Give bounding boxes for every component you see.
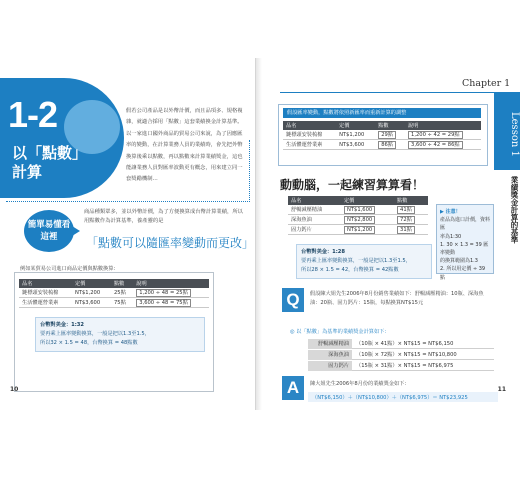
calculation-row: [308, 360, 494, 371]
table-cell: [133, 298, 209, 308]
table-cell: 生活體運營業素: [19, 298, 72, 308]
price-box: NT$1,600: [344, 206, 375, 214]
page-number: 11: [497, 386, 506, 393]
example-intro: 例如某貿易公司進口商品定價與點數換算：: [20, 266, 119, 272]
table-cell: [341, 225, 394, 235]
table-cell: [375, 130, 405, 140]
table-header: 說明: [133, 279, 209, 288]
calculation-intro: ◎ 以「點數」為基準的業績獎金計算如下：: [290, 329, 390, 335]
table-cell: [394, 215, 428, 225]
question-text: 假設陳大姐先生2006年8月份銷售業績如下：舒暢減壓精油：10瓶、深海魚油：20瓶、固力鈣片：15瓶，每點換算NT$15元: [310, 291, 484, 306]
calculation-item: 深海魚油: [308, 350, 352, 360]
table-header: 說明: [405, 121, 481, 130]
key-quote: 「點數可以隨匯率變動而更改」: [86, 236, 255, 250]
table-cell: NT$3,600: [336, 140, 375, 150]
practice-table: [288, 196, 428, 235]
example-card: [14, 272, 214, 392]
table-cell: 鏈標頭安裝梳棉: [283, 130, 336, 140]
note-line: 所以32 × 1.5 = 48，台幣換算 = 48點數: [40, 340, 138, 346]
table-cell: 固力鈣片: [288, 225, 341, 235]
table-cell: 25點: [111, 288, 133, 298]
table-cell: 鏈標頭安裝梳棉: [19, 288, 72, 298]
answer-sum: （NT$6,150）＋（NT$10,800）＋（NT$6,975）＝ NT$23,925: [308, 392, 498, 402]
right-page: [262, 58, 520, 410]
points-box: 31點: [397, 226, 415, 234]
section-title: 以「點數」計算: [12, 144, 88, 181]
calculation-item: 固力鈣片: [308, 361, 352, 371]
table-row: [19, 288, 209, 298]
exchange-note: [35, 317, 205, 352]
note-title: 台幣對美金：1:28: [301, 249, 346, 255]
chapter-label: Chapter 1: [462, 78, 511, 89]
simple-badge: 簡單易懂看這裡: [24, 210, 74, 252]
table-header: 點數: [111, 279, 133, 288]
price-box: NT$1,200: [344, 226, 375, 234]
calculation-row: [308, 349, 494, 360]
table-header: 定價: [72, 279, 111, 288]
lesson-tab: [494, 92, 520, 322]
table-header: 定價: [336, 121, 375, 130]
price-box: NT$2,800: [344, 216, 375, 224]
table-cell: [405, 140, 481, 150]
table-header: 點數: [394, 196, 428, 205]
table-row: [283, 130, 481, 140]
card-heading: 假設匯率變動，點數將依照新匯率而重新計算的調整: [283, 108, 481, 118]
table-cell: 75點: [111, 298, 133, 308]
tip-line: 產品為進口計價，資料匯: [440, 217, 491, 232]
note-line: 要再乘上匯率變動換算，一般是把以1.3至1.5，: [301, 258, 411, 264]
points-box: 72點: [397, 216, 415, 224]
note-title: 台幣對美金：1:32: [40, 322, 85, 328]
tip-line: 率為1:30: [440, 233, 462, 240]
table-cell: [405, 130, 481, 140]
table-cell: [133, 288, 209, 298]
note-line: 要再乘上匯率變動換算，一般是把以1.3至1.5，: [40, 331, 150, 337]
table-cell: [341, 205, 394, 215]
answer-text: 陳大姐先生2006年8月份的業績獎金如下：: [310, 381, 410, 387]
practice-exchange-note: [296, 244, 432, 279]
table-header: 定價: [341, 196, 394, 205]
section-number: 1-2: [8, 94, 58, 135]
table-row: [288, 215, 428, 225]
table-cell: [375, 140, 405, 150]
tip-line: 2. 所以用定價 ÷ 39點: [440, 266, 486, 281]
table-cell: NT$1,200: [72, 288, 111, 298]
table-cell: NT$3,600: [72, 298, 111, 308]
page-number: 10: [10, 386, 19, 393]
table-header-row: [19, 279, 209, 288]
points-box: 29點: [378, 131, 396, 139]
table-header: 品名: [283, 121, 336, 130]
chapter-divider: [280, 92, 500, 93]
table-cell: 舒暢減壓精油: [288, 205, 341, 215]
table-row: [283, 140, 481, 150]
table-row: [19, 298, 209, 308]
tip-line: 的換算範圍為1.3: [440, 258, 478, 265]
table-cell: [394, 225, 428, 235]
intro-paragraph: 假若公司產品是以外幣計價，而且品項多、規格複雜，就適合採用「點數」這套業績換金計算基準。以一家進口國外商品的貿易公司來說，為了因應匯率的變動，在計算業務人員的業績時，會先把外幣換算後乘以點數，再以點數來計算業績獎金，這也能讓業務人員對匯率波動更有概念，用來建立同一套獎勵機制…: [126, 108, 243, 183]
calculation-table: [308, 338, 494, 371]
formula-box: 3,600 ÷ 42 = 86點: [408, 141, 463, 149]
tip-box: [436, 204, 494, 281]
points-box: 41點: [397, 206, 415, 214]
lesson-subtitle: 業績獎金計算的基準: [510, 176, 519, 244]
simple-paragraph: 商品種類眾多，並以外幣計價，為了方便換算成台幣計算業績，所以用點數作為計算基準，養產靈的是: [84, 209, 243, 224]
table-cell: NT$1,200: [336, 130, 375, 140]
table-header: 品名: [19, 279, 72, 288]
calculation-row: [308, 338, 494, 349]
formula-box: 3,600 ÷ 48 = 75點: [136, 299, 191, 307]
table-cell: 深海魚油: [288, 215, 341, 225]
table-cell: [341, 215, 394, 225]
tip-heading: ▶ 注意！: [440, 209, 461, 215]
calculation-formula: （10瓶 × 41點）× NT$15 = NT$6,150: [352, 339, 494, 349]
example-table: [19, 279, 209, 308]
table-header-row: [288, 196, 428, 205]
table-cell: [394, 205, 428, 215]
answer-icon: A: [282, 376, 304, 400]
table-cell: 生活體運營業素: [283, 140, 336, 150]
practice-heading: 動動腦，一起練習算算看！: [280, 178, 425, 192]
calculation-item: 舒暢減壓精油: [308, 339, 352, 349]
table-row: [288, 205, 428, 215]
calculation-formula: （10瓶 × 72點）× NT$15 = NT$10,800: [352, 350, 494, 360]
adjustment-table: [283, 121, 481, 150]
table-row: [288, 225, 428, 235]
points-box: 86點: [378, 141, 396, 149]
left-page: [0, 58, 256, 410]
calculation-formula: （15瓶 × 31點）× NT$15 = NT$6,975: [352, 361, 494, 371]
question-icon: Q: [282, 288, 304, 312]
adjustment-card: [278, 104, 488, 166]
table-header-row: [283, 121, 481, 130]
tip-line: 1. 30 × 1.3 = 39 匯率變動: [440, 241, 489, 257]
formula-box: 1,200 ÷ 42 = 29點: [408, 131, 463, 139]
lesson-label: Lesson 1: [494, 92, 520, 170]
formula-box: 1,200 ÷ 48 = 25點: [136, 289, 191, 297]
table-header: 品名: [288, 196, 341, 205]
note-line: 所以28 × 1.5 = 42，台幣換算 = 42點數: [301, 267, 399, 273]
table-header: 點數: [375, 121, 405, 130]
